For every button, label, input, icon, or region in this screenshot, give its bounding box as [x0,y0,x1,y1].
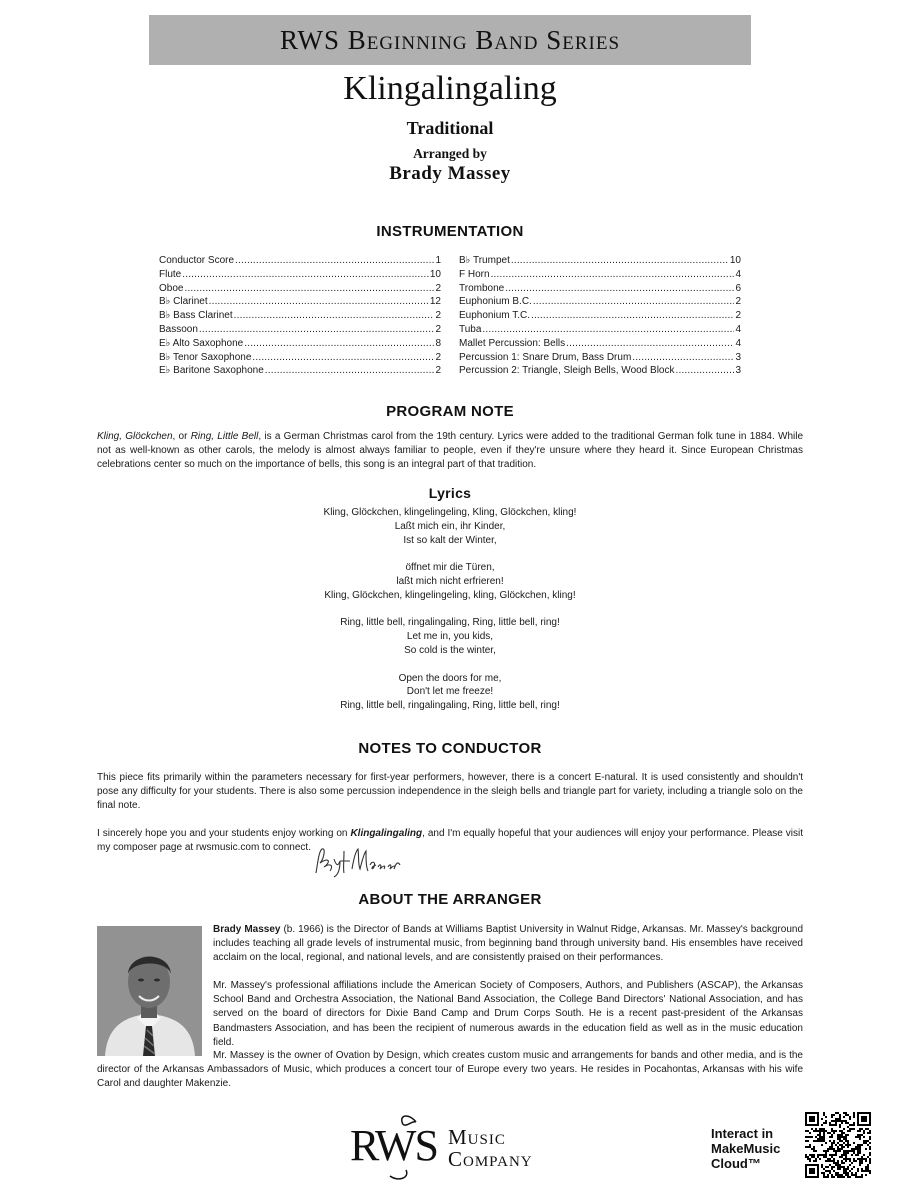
lyric-line: Open the doors for me, [398,672,502,684]
part-count: 2 [435,310,441,322]
part-count: 2 [735,310,741,322]
instrument-row [159,295,441,309]
arranged-by-label: Arranged by [413,146,487,161]
lyric-line: Laßt mich ein, ihr Kinder, [394,520,506,532]
lyric-line: Let me in, you kids, [406,631,494,643]
program-note-text [97,430,803,473]
song-title-english: Ring, Little Bell [190,431,259,442]
leader-dots [252,351,434,365]
part-count: 12 [429,296,441,308]
lyric-line: laßt mich nicht erfrieren! [396,575,504,587]
lyric-line: Ring, little bell, ringalingaling, Ring, little bell, ring! [340,700,560,712]
instrument-name: Percussion 2: Triangle, Sleigh Bells, Wood Block [459,365,675,377]
leader-dots [533,295,735,309]
instrument-row [459,364,741,378]
lyric-line: Kling, Glöckchen, klingelingeling, kling, Glöckchen, kling! [324,589,576,601]
instrumentation-left-column [159,254,441,378]
leader-dots [184,282,434,296]
part-count: 2 [435,351,441,363]
instrument-name: E♭ Alto Saxophone [159,337,244,349]
text-fragment: , or [172,431,191,442]
instrument-name: B♭ Trumpet [459,255,510,266]
instrument-name: E♭ Baritone Saxophone [159,365,264,377]
logo-mark: RWS [350,1121,437,1170]
leader-dots [491,268,735,282]
about-paragraph-3: Mr. Massey is the owner of Ovation by Design, which creates custom music and arrangements for bands and other media, and is the director of the Arkansas Ambassadors of Music, which produces a concert tour of Europe every two years. He resides in Pocahontas, Arkansas with his wife Carol and daughter Makenzie. [97,1050,803,1090]
page-title: Klingalingaling [343,70,557,107]
part-count: 8 [435,337,441,349]
arranger-name-bold: Brady Massey [213,924,281,935]
signature-image [310,843,402,879]
notes-paragraph-1: This piece fits primarily within the parameters necessary for first-year performers, however, there is a concert E-natural. It is used consistently and shouldn't pose any difficulty for your students. There is also some percussion independence in the sleigh bells and triangle part for variety, including a triangle solo on the final note. [97,772,803,812]
instrument-row [159,268,441,282]
part-count: 10 [729,255,741,266]
leader-dots [675,364,734,378]
interact-line-2: MakeMusic [711,1141,781,1156]
program-note-heading: PROGRAM NOTE [386,403,514,420]
lyric-line: Ring, little bell, ringalingaling, Ring, little bell, ring! [340,617,560,629]
instrument-row [159,337,441,351]
qr-code[interactable] [805,1112,871,1178]
instrument-row [159,364,441,378]
text-fragment: (b. 1966) is the Director of Bands at Williams Baptist University in Walnut Ridge, Arkansas. Mr. Massey's background includes teaching all grade levels of instrumental music, from beginning band through university band. His ensembles have received acclaim on the local, regional, and national levels, and are consistently praised on their performances. [213,924,804,964]
interact-line-3: Cloud™ [711,1156,761,1171]
part-count: 10 [429,268,441,280]
instrument-row [459,268,741,282]
leader-dots [505,282,734,296]
about-arranger-heading: ABOUT THE ARRANGER [358,891,542,908]
leader-dots [235,254,434,268]
instrument-row [459,337,741,351]
lyric-line: Don't let me freeze! [406,686,494,698]
lyrics-stanza [0,672,900,713]
arranger-name: Brady Massey [389,163,511,184]
instrumentation-heading: INSTRUMENTATION [376,223,524,240]
interact-line-1: Interact in [711,1126,774,1141]
part-count: 6 [735,282,741,294]
part-count: 4 [735,337,741,349]
part-count: 1 [435,255,441,266]
part-count: 2 [435,323,441,335]
leader-dots [209,295,429,309]
lyric-line: So cold is the winter, [404,644,496,656]
part-count: 4 [735,323,741,335]
part-count: 2 [435,365,441,377]
instrument-row [159,309,441,323]
text-fragment: , and I'm equally hopeful that your audiences will enjoy your performance. Please visit my composer page at rwsmusic.com to connect. [97,828,803,854]
song-title-german: Kling, Glöckchen [97,431,173,442]
instrument-row [459,295,741,309]
leader-dots [182,268,429,282]
part-count: 4 [735,268,741,280]
program-note-body: , is a German Christmas carol from the 19th century. Lyrics were added to the traditional German folk tune in 1884. While not as well-known as other carols, the melody is almost always familiar to people, even if they're unsure where they heard it. Since European Christmas celebrations center so much on the importance of bells, this song is an integral part of that tradition. [97,431,804,471]
leader-dots [199,323,435,337]
rws-logo [350,1112,560,1182]
instrument-row [459,323,741,337]
instrument-name: Percussion 1: Snare Drum, Bass Drum [459,351,632,363]
lyrics-stanza [0,561,900,602]
leader-dots [244,337,434,351]
logo-line-company: Company [448,1147,533,1171]
lyrics-stanza [0,506,900,547]
text-fragment: I sincerely hope you and your students enjoy working on [97,828,351,839]
instrument-row [159,323,441,337]
subtitle: Traditional [406,118,494,138]
leader-dots [566,337,734,351]
lyrics-stanza [0,616,900,657]
logo-line-music: Music [448,1125,506,1149]
lyric-line: Ist so kalt der Winter, [403,534,497,546]
instrument-name: Euphonium B.C. [459,296,532,308]
instrument-name: Mallet Percussion: Bells [459,337,566,349]
notes-paragraph-2 [97,827,803,855]
instrument-row [159,351,441,365]
leader-dots [511,254,729,268]
series-title: RWS Beginning Band Series [279,24,621,55]
part-count: 3 [735,365,741,377]
instrument-row [459,351,741,365]
series-banner [149,15,751,65]
instrument-row [159,254,441,268]
makemusic-cloud-callout [711,1126,780,1171]
instrument-name: Trombone [459,282,505,294]
instrument-name: Flute [159,268,182,280]
leader-dots [632,351,734,365]
part-count: 3 [735,351,741,363]
lyrics-block [0,506,900,727]
instrument-row [459,282,741,296]
arranger-photo [97,926,202,1056]
instrument-row [459,309,741,323]
piece-title-inline: Klingalingaling [350,828,423,839]
notes-to-conductor-heading: NOTES TO CONDUCTOR [358,740,542,757]
leader-dots [265,364,435,378]
lyrics-heading: Lyrics [428,485,472,501]
instrument-name: Euphonium T.C. [459,310,530,322]
instrument-name: B♭ Clarinet [159,296,208,308]
instrument-name: Oboe [159,282,184,294]
instrument-name: B♭ Tenor Saxophone [159,351,252,363]
instrument-row [159,282,441,296]
instrument-row [459,254,741,268]
leader-dots [234,309,435,323]
leader-dots [531,309,734,323]
instrument-name: Conductor Score [159,255,235,266]
about-paragraph-2: Mr. Massey's professional affiliations include the American Society of Composers, Authors, and Publishers (ASCAP), the Arkansas School Band and Orchestra Association, the National Band Association, the College Band Directors' National Association, and has served on the board of directors for Dixie Band Camp and Drum Corps South. He is a recent past-president of the Arkansas Bandmasters Association, and has been the recipient of numerous awards in the education field as well as in the music education field. [213,980,803,1048]
part-count: 2 [435,282,441,294]
instrument-name: F Horn [459,268,490,280]
instrument-name: B♭ Bass Clarinet [159,310,233,322]
leader-dots [482,323,734,337]
part-count: 2 [735,296,741,308]
instrument-name: Tuba [459,323,482,335]
instrumentation-right-column [459,254,741,378]
lyric-line: öffnet mir die Türen, [405,562,495,574]
lyric-line: Kling, Glöckchen, klingelingeling, Kling, Glöckchen, kling! [323,507,577,518]
instrument-name: Bassoon [159,323,198,335]
about-paragraph-1 [213,923,803,966]
